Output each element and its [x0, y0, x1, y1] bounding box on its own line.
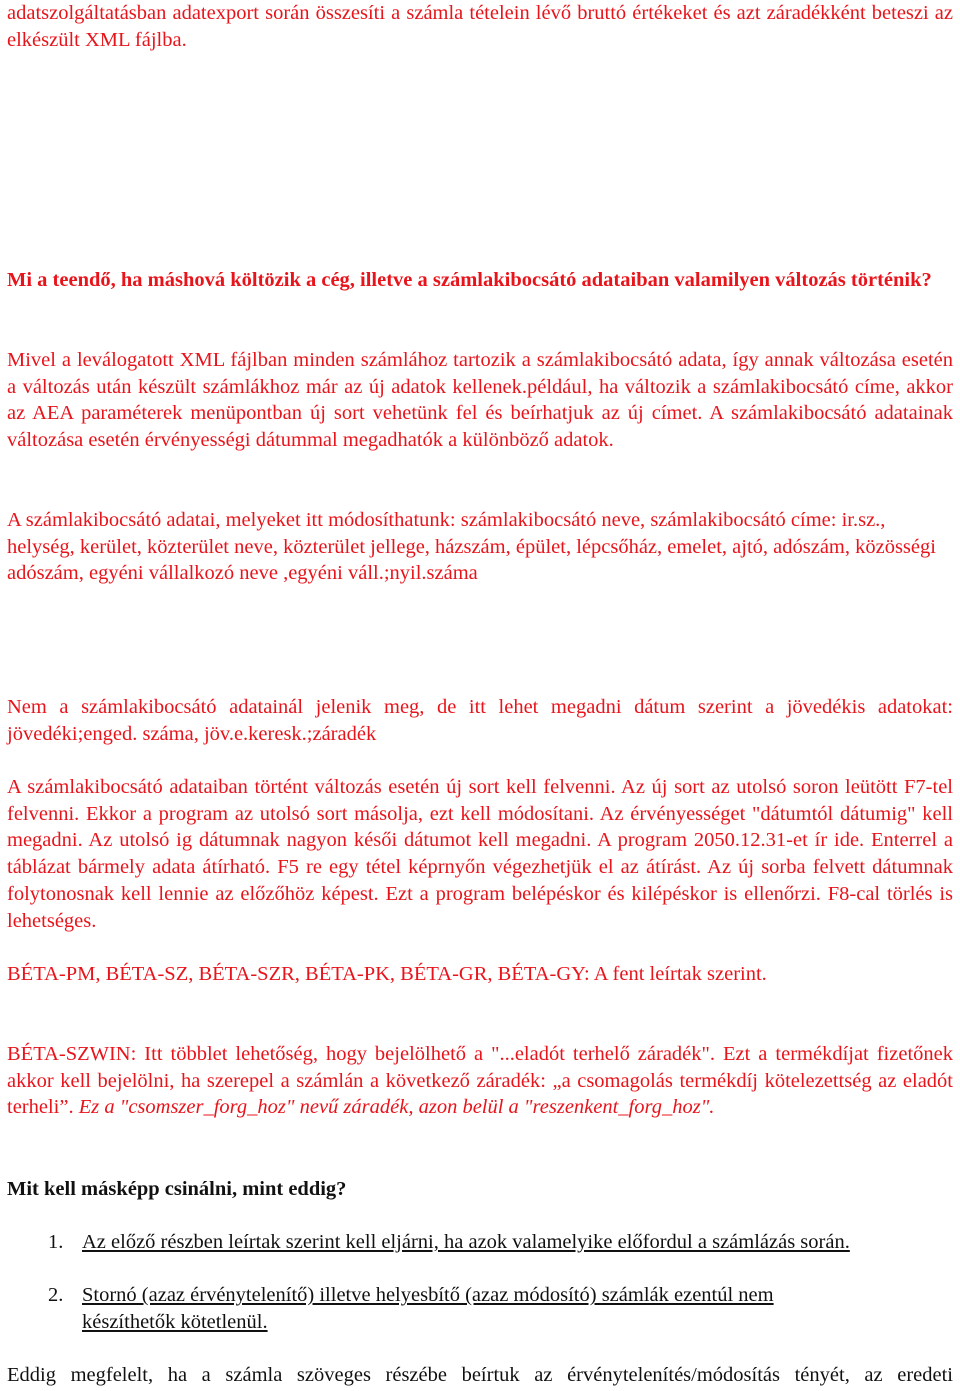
list-item-sole-trader: egyéni vállalkozó neve ,egyéni váll.;nyil.száma [88, 562, 478, 585]
list-item-text: Stornó (azaz érvénytelenítő) illetve helyesbítő (azaz módosító) számlák ezentúl nem készíthetők kötetlenül. [82, 1284, 774, 1334]
beta-modules-note: A fent leírtak szerint. [593, 963, 767, 985]
final-paragraph-line: Eddig megfelelt, ha a számla szöveges részébe beírtuk az érvénytelenítés/módosítás tényét, az eredeti [7, 1364, 953, 1386]
question1-line-2: változás történik? [775, 269, 932, 291]
numbered-list-item-2 [7, 1282, 953, 1335]
list-number: 1. [48, 1231, 64, 1253]
beta-szwin-text: BÉTA-SZWIN: Itt többlet lehetőség, hogy bejelölhető a "...eladót terhelő záradék". Ezt a termékdíjat fizetőnek akkor kell bejelölni, ha szerepel a számlán a következő záradék: „a csomagolás termékdíj kötelezettség az eladót terheli”. [7, 1043, 953, 1119]
paragraph-xml-data-part2: A számlakibocsátó adatainak változása esetén érvényességi dátummal megadhatók a különböző adatok. [7, 402, 953, 452]
intro-line-2: záradékként beteszi az elkészült XML fájlba. [7, 2, 954, 51]
question-heading-1 [7, 267, 953, 294]
numbered-list-item-1 [7, 1229, 953, 1256]
paragraph-xml-data-part1: Mivel a leválogatott XML fájlban minden számlához tartozik a számlakibocsátó adata, így annak változása esetén a változás után készült számlákhoz már az új adatok kellenek.például, ha változik a számlakibocsátó címe, akkor az AEA paraméterek menüpontban új sort vehetünk fel és beírhatjuk az új címet. [7, 349, 953, 425]
list-item-name: számlakibocsátó neve, [460, 509, 646, 531]
beta-szwin-paragraph [7, 1041, 953, 1121]
intro-paragraph [7, 0, 953, 53]
list-item-tax-number: adószám, közösségi adószám, [7, 535, 936, 585]
paragraph-xml-data [7, 347, 953, 454]
paragraph-excise-data: Nem a számlakibocsátó adatainál jelenik meg, de itt lehet megadni dátum szerint a jövedékis adatokat: jövedéki;enged. száma, jöv.e.keresk.;záradék [7, 696, 953, 745]
list-item-address: számlakibocsátó címe: ir.sz., helység, kerület, közterület neve, közterület jellege, házszám, épület, lépcsőház, emelet, ajtó, [7, 509, 886, 558]
beta-modules-line: BÉTA-PM, BÉTA-SZ, BÉTA-SZR, BÉTA-PK, BÉTA-GR, BÉTA-GY: [7, 963, 590, 985]
modifiable-data-heading: A számlakibocsátó adatai, melyeket itt módosíthatunk: [7, 509, 456, 531]
beta-szwin-italic-note: Ez a "csomszer_forg_hoz" nevű záradék, azon belül a "reszenkent_forg_hoz". [78, 1096, 715, 1119]
question-heading-2: Mit kell másképp csinálni, mint eddig? [7, 1178, 347, 1200]
intro-line-1: adatszolgáltatásban adatexport során összesíti a számla tételein lévő bruttó értékeket és azt [7, 2, 761, 24]
list-item-text: Az előző részben leírtak szerint kell eljárni, ha azok valamelyike előfordul a számlázás során. [82, 1231, 850, 1253]
list-number: 2. [48, 1284, 64, 1307]
numbered-list [7, 1229, 953, 1336]
question1-line-1: Mi a teendő, ha máshová költözik a cég, illetve a számlakibocsátó adataiban valamilyen [7, 269, 771, 291]
beta-modules-paragraph [7, 961, 953, 988]
modifiable-data-list [7, 507, 953, 587]
paragraph-new-row-instructions: A számlakibocsátó adataiban történt változás esetén új sort kell felvenni. Az új sort az utolsó soron leütött F7-tel felvenni. Ekkor a program az utolsó sort másolja, ezt kell módosítani. Az érvényességet "dátumtól dátumig" kell megadni. Az utolsó ig dátumnak nagyon késői dátumot kell megadni. A program 2050.12.31-et ír ide. Enterrel a táblázat bármely adata átírható. F5 re egy tétel képrnyőn végezhetjük el az átírást. Az új sorba felvett dátumnak folytonosnak kell lennie az előzőhöz képest. Ezt a program belépéskor és kilépéskor is ellenőrzi. F8-cal törlés is lehetséges. [7, 776, 953, 932]
